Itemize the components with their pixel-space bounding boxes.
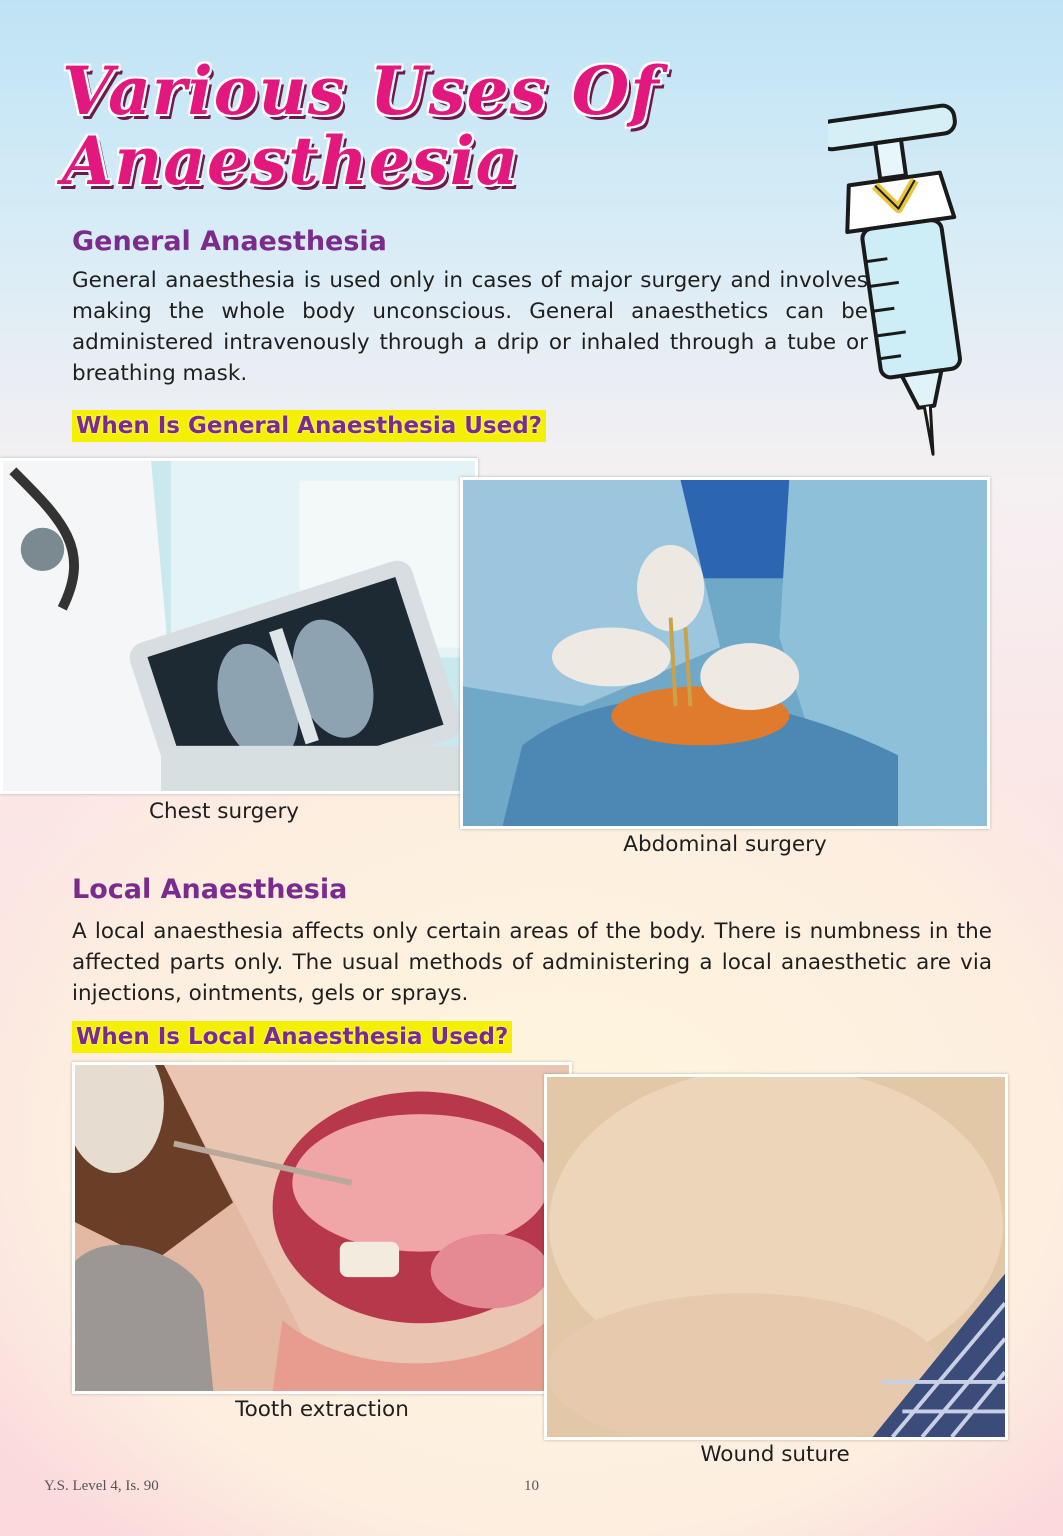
chest-surgery-photo (0, 458, 478, 794)
page-number: 10 (524, 1478, 539, 1494)
wound-suture-caption: Wound suture (700, 1442, 850, 1467)
general-anaesthesia-heading: General Anaesthesia (72, 226, 387, 257)
chest-surgery-caption: Chest surgery (148, 799, 300, 824)
local-anaesthesia-subheading: When Is Local Anaesthesia Used? (72, 1021, 512, 1053)
abdominal-surgery-caption: Abdominal surgery (623, 832, 827, 857)
local-anaesthesia-heading: Local Anaesthesia (72, 874, 348, 905)
wound-suture-photo (544, 1074, 1008, 1440)
abdominal-surgery-photo (460, 477, 990, 829)
page-title: Various Uses Of Anaesthesia (62, 52, 660, 200)
tooth-extraction-photo (72, 1062, 572, 1394)
tooth-extraction-caption: Tooth extraction (235, 1397, 409, 1422)
issue-label: Y.S. Level 4, Is. 90 (44, 1478, 159, 1494)
general-anaesthesia-text: General anaesthesia is used only in cases of major surgery and involves making the whole body unconscious. General anaesthetics can be administered intravenously through a drip or inhaled through a tube or breathing mask. (72, 268, 868, 386)
local-anaesthesia-text: A local anaesthesia affects only certain areas of the body. There is numbness in the affected parts only. The usual methods of administering a local anaesthetic are via injections, ointments, gels or sprays. (72, 919, 992, 1006)
general-anaesthesia-subheading: When Is General Anaesthesia Used? (72, 410, 546, 442)
